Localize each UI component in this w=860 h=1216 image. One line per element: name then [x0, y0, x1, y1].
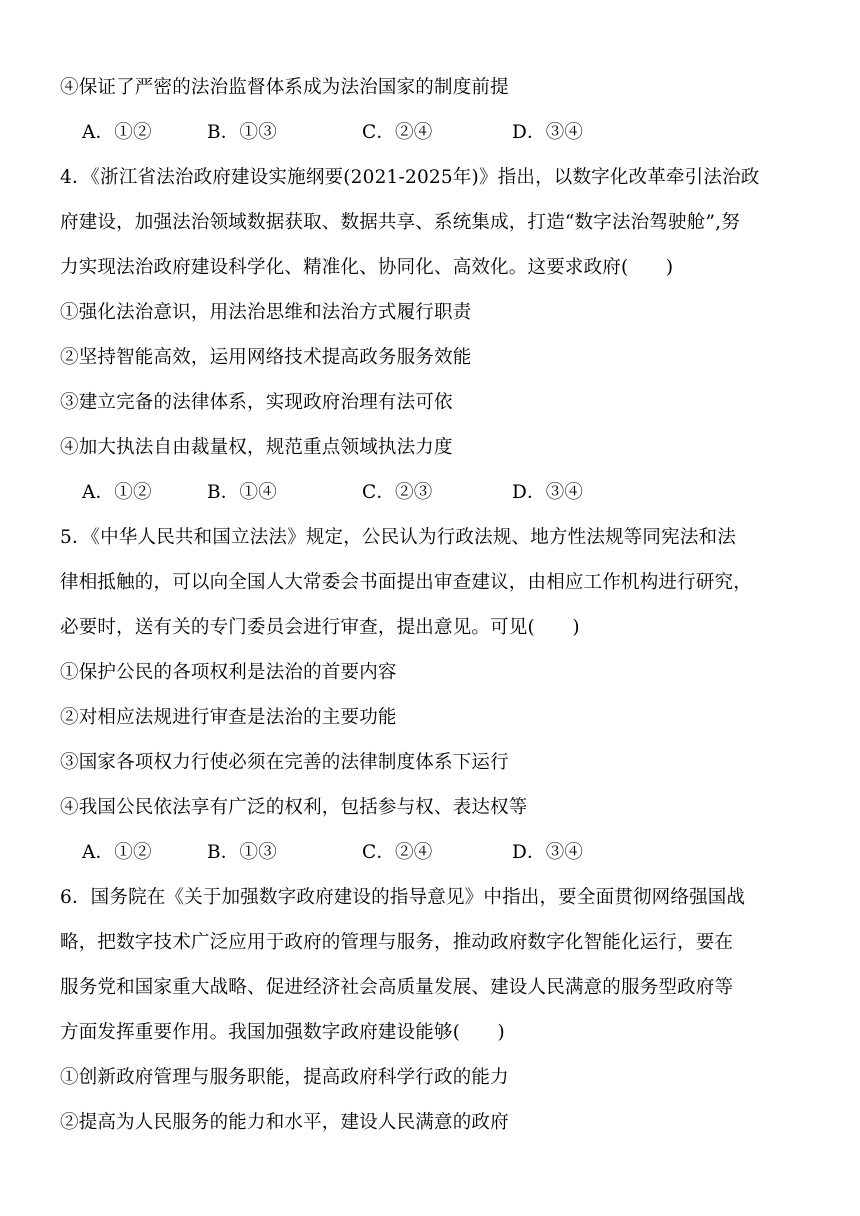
q6-stem-line-1: 6．国务院在《关于加强数字政府建设的指导意见》中指出，要全面贯彻网络强国战 [60, 887, 746, 908]
q6-stem-line-3: 服务党和国家重大战略、促进经济社会高质量发展、建设人民满意的服务型政府等 [60, 977, 734, 998]
q4-item-4: ④加大执法自由裁量权，规范重点领域执法力度 [60, 437, 453, 458]
q3-option-a[interactable]: A．①② [82, 122, 152, 143]
q3-option-b[interactable]: B．①③ [207, 122, 277, 143]
q5-option-d[interactable]: D．③④ [512, 842, 584, 863]
q3-option-d[interactable]: D．③④ [512, 122, 584, 143]
q5-item-1: ①保护公民的各项权利是法治的首要内容 [60, 662, 397, 683]
q4-option-c[interactable]: C．②③ [362, 482, 433, 503]
q4-option-d[interactable]: D．③④ [512, 482, 584, 503]
q4-item-2: ②坚持智能高效，运用网络技术提高政务服务效能 [60, 347, 472, 368]
q5-item-4: ④我国公民依法享有广泛的权利，包括参与权、表达权等 [60, 797, 528, 818]
q4-stem-line-3: 力实现法治政府建设科学化、精准化、协同化、高效化。这要求政府( ) [60, 257, 674, 278]
q4-stem-line-2: 府建设，加强法治领域数据获取、数据共享、系统集成，打造“数字法治驾驶舱”,努 [60, 212, 740, 233]
q3-item-4: ④保证了严密的法治监督体系成为法治国家的制度前提 [60, 77, 509, 98]
q3-options [60, 113, 810, 158]
q6-item-2: ②提高为人民服务的能力和水平，建设人民满意的政府 [60, 1112, 509, 1133]
q5-item-2: ②对相应法规进行审查是法治的主要功能 [60, 707, 397, 728]
q4-option-b[interactable]: B．①④ [207, 482, 277, 503]
q4-item-3: ③建立完备的法律体系，实现政府治理有法可依 [60, 392, 453, 413]
q4-options [60, 473, 810, 518]
q4-item-1: ①强化法治意识，用法治思维和法治方式履行职责 [60, 302, 472, 323]
q5-item-3: ③国家各项权力行使必须在完善的法律制度体系下运行 [60, 752, 509, 773]
q5-option-c[interactable]: C．②④ [362, 842, 433, 863]
q6-item-1: ①创新政府管理与服务职能，提高政府科学行政的能力 [60, 1067, 509, 1088]
q4-option-a[interactable]: A．①② [82, 482, 152, 503]
q5-option-b[interactable]: B．①③ [207, 842, 277, 863]
q5-stem-line-3: 必要时，送有关的专门委员会进行审查，提出意见。可见( ) [60, 617, 580, 638]
q6-stem-line-4: 方面发挥重要作用。我国加强数字政府建设能够( ) [60, 1022, 505, 1043]
q5-stem-line-2: 律相抵触的，可以向全国人大常委会书面提出审查建议，由相应工作机构进行研究， [60, 572, 752, 593]
q5-stem-line-1: 5．《中华人民共和国立法法》规定，公民认为行政法规、地方性法规等同宪法和法 [60, 527, 736, 548]
q5-option-a[interactable]: A．①② [82, 842, 152, 863]
q5-options [60, 833, 810, 878]
q4-stem-line-1: 4．《浙江省法治政府建设实施纲要(2021-2025年)》指出，以数字化改革牵引法治政 [60, 167, 760, 188]
document-page [60, 68, 810, 1148]
q6-stem-line-2: 略，把数字技术广泛应用于政府的管理与服务，推动政府数字化智能化运行，要在 [60, 932, 734, 953]
q3-option-c[interactable]: C．②④ [362, 122, 433, 143]
